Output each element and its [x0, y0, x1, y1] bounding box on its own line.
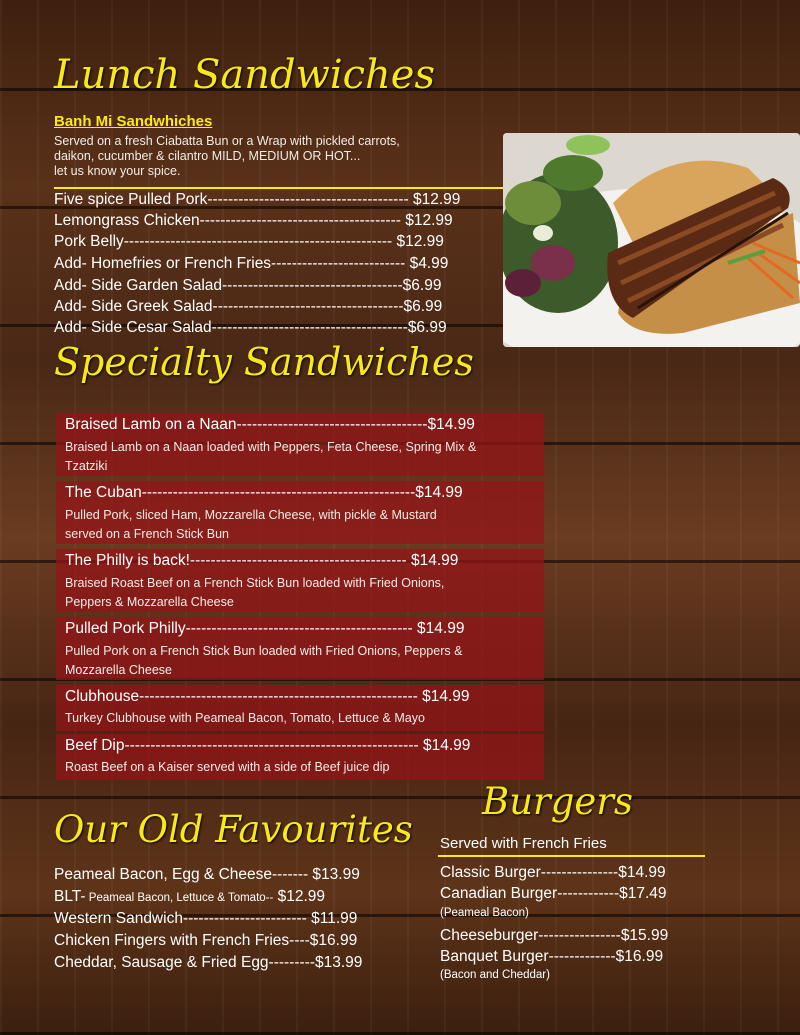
item-title: Braised Lamb on a Naan-------------------------------------$14.99: [65, 416, 475, 433]
specialty-item: [56, 481, 544, 544]
lunch-item: Add- Side Garden Salad-----------------------------------$6.99: [54, 277, 442, 294]
lunch-item: Five spice Pulled Pork--------------------------------------- $12.99: [54, 191, 461, 208]
item-description: Turkey Clubhouse with Peameal Bacon, Tomato, Lettuce & Mayo: [65, 711, 425, 725]
banh-mi-title: Banh Mi Sandwhiches: [54, 113, 213, 130]
lunch-item: Lemongrass Chicken--------------------------------------- $12.99: [54, 212, 453, 229]
item-text: Peameal Bacon, Egg & Cheese------- $13.99: [54, 866, 360, 883]
lunch-item: Pork Belly---------------------------------------------------- $12.99: [54, 233, 444, 250]
item-text: Chicken Fingers with French Fries----$16.99: [54, 932, 358, 949]
specialty-item: [56, 734, 544, 780]
item-text: BLT-: [54, 888, 86, 905]
item-title: The Philly is back!------------------------------------------ $14.99: [65, 552, 459, 569]
lunch-item: Add- Homefries or French Fries-------------------------- $4.99: [54, 255, 449, 272]
item-description: Braised Lamb on a Naan loaded with Peppers, Feta Cheese, Spring Mix & Tzatziki: [65, 440, 477, 473]
specialty-item: [56, 685, 544, 731]
item-detail: Peameal Bacon, Lettuce & Tomato--: [85, 892, 274, 904]
item-title: Clubhouse------------------------------------------------------ $14.99: [65, 688, 470, 705]
burger-item: Cheeseburger----------------$15.99: [440, 927, 669, 944]
item-text: Western Sandwich------------------------ $11.99: [54, 910, 358, 927]
item-description: Pulled Pork on a French Stick Bun loaded with Fried Onions, Peppers & Mozzarella Cheese: [65, 644, 463, 677]
burger-item: Banquet Burger-------------$16.99: [440, 948, 664, 965]
banh-mi-description: [54, 134, 494, 179]
burgers-heading: Burgers: [482, 780, 633, 823]
burgers-rule: [438, 855, 705, 857]
banh-mi-illustration: [503, 133, 800, 347]
favourite-item: [54, 886, 325, 909]
desc-line: let us know your spice.: [54, 164, 181, 178]
item-title: The Cuban-----------------------------------------------------$14.99: [65, 484, 463, 501]
item-title: Pulled Pork Philly-------------------------------------------- $14.99: [65, 620, 465, 637]
burger-note: (Peameal Bacon): [440, 907, 529, 919]
item-title: Beef Dip--------------------------------------------------------- $14.99: [65, 737, 471, 754]
burgers-subtitle: Served with French Fries: [440, 835, 607, 852]
item-description: Braised Roast Beef on a French Stick Bun loaded with Fried Onions, Peppers & Mozzarella Cheese: [65, 576, 445, 609]
specialty-item: [56, 413, 544, 476]
favourite-item: [54, 930, 357, 951]
lunch-heading: Lunch Sandwiches: [54, 52, 435, 98]
favourite-item: [54, 864, 360, 885]
specialty-heading: Specialty Sandwiches: [54, 340, 474, 384]
item-description: Pulled Pork, sliced Ham, Mozzarella Cheese, with pickle & Mustard served on a French Stick Bun: [65, 508, 437, 541]
burger-note: (Bacon and Cheddar): [440, 969, 550, 981]
banh-mi-photo: [503, 133, 800, 347]
lunch-item: Add- Side Cesar Salad--------------------------------------$6.99: [54, 319, 447, 336]
specialty-item: [56, 617, 544, 680]
item-text: Cheddar, Sausage & Fried Egg---------$13.99: [54, 954, 363, 971]
favourite-item: [54, 952, 362, 973]
lunch-item: Add- Side Greek Salad-------------------------------------$6.99: [54, 298, 443, 315]
item-price: $12.99: [273, 888, 326, 905]
burger-item: Classic Burger---------------$14.99: [440, 864, 666, 881]
favourite-item: [54, 908, 357, 929]
item-description: Roast Beef on a Kaiser served with a side of Beef juice dip: [65, 760, 390, 774]
desc-line: Served on a fresh Ciabatta Bun or a Wrap with pickled carrots,: [54, 134, 400, 148]
specialty-item: [56, 549, 544, 612]
burger-item: Canadian Burger------------$17.49: [440, 885, 667, 902]
desc-line: daikon, cucumber & cilantro MILD, MEDIUM OR HOT...: [54, 149, 361, 163]
favourites-heading: Our Old Favourites: [54, 808, 413, 851]
